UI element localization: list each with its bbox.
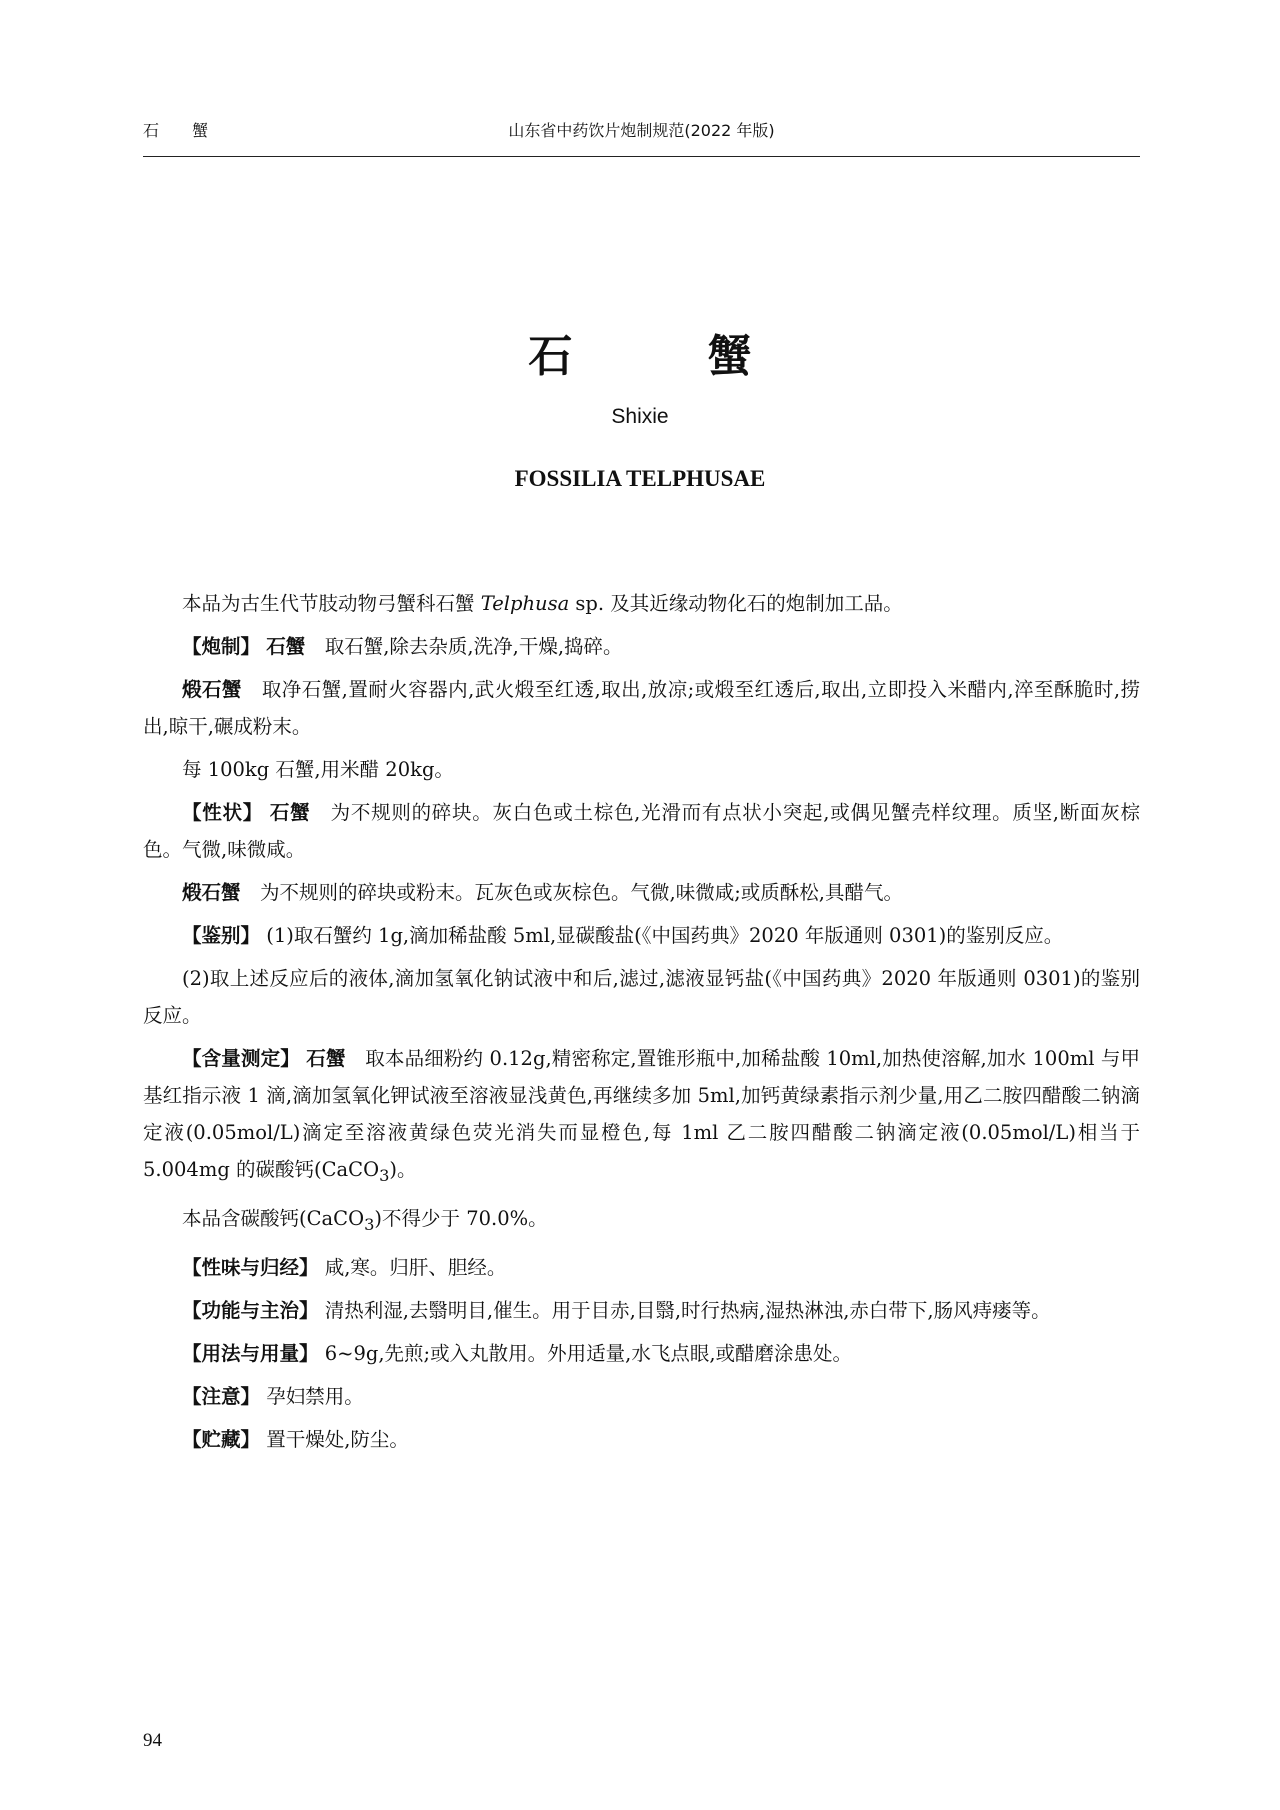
vinegar-paragraph: 每 100kg 石蟹,用米醋 20kg。 [182,758,454,781]
section-label-nature: 【性味与归经】 [182,1255,319,1279]
section-label-function: 【功能与主治】 [182,1298,319,1322]
header-section-name: 石 蟹 [143,121,223,140]
processing-paragraph: 【炮制】 石蟹 取石蟹,除去杂质,洗净,干燥,捣碎。 [182,635,623,658]
latin-name: FOSSILIA TELPHUSAE [514,466,766,491]
section-label-identification: 【鉴别】 [182,924,261,947]
section-label-storage: 【贮藏】 [182,1427,261,1451]
nature-paragraph: 【性味与归经】 咸,寒。归肝、胆经。 [182,1255,507,1279]
section-label-processing: 【炮制】 [182,635,261,658]
page-number: 94 [143,1730,162,1751]
running-header [143,112,1140,157]
function-paragraph: 【功能与主治】 清热利湿,去翳明目,催生。用于目赤,目翳,时行热病,湿热淋浊,赤白带下,肠风痔瘘等。 [182,1298,1051,1322]
section-label-description: 【性状】 [182,801,263,824]
assay-paragraph: 【含量测定】 石蟹 取本品细粉约 0.12g,精密称定,置锥形瓶中,加稀盐酸 10ml,加热使溶解,加水 100ml 与甲基红指示液 1 滴,滴加氢氧化钾试液至溶液显浅黄色,再继续多加 5ml,加钙黄绿素指示剂少量,用乙二胺四醋酸二钠滴定液(0.05mol/L)滴定至溶液黄绿色荧光消失而显橙色,每 1ml 乙二胺四醋酸二钠滴定液(0.05mol/L)相当于 5.004mg 的碳酸钙(CaCO$_3$)。 [143,1047,1140,1185]
header-book-title: 山东省中药饮片炮制规范(2022 年版) [508,121,775,140]
section-label-caution: 【注意】 [182,1384,261,1408]
section-label-usage: 【用法与用量】 [182,1341,319,1365]
intro-paragraph: 本品为古生代节肢动物弓蟹科石蟹 Telphusa sp. 及其近缘动物化石的炮制加工品。 [182,592,903,615]
item-label: 煅石蟹 [182,881,241,904]
item-label: 煅石蟹 [182,678,242,701]
description2-paragraph: 煅石蟹 为不规则的碎块或粉末。瓦灰色或灰棕色。气微,味微咸;或质酥松,具醋气。 [182,881,903,904]
calcined-paragraph: 煅石蟹 取净石蟹,置耐火容器内,武火煅至红透,取出,放凉;或煅至红透后,取出,立即投入米醋内,淬至酥脆时,捞出,晾干,碾成粉末。 [143,678,1140,738]
pinyin-name: Shixie [611,405,669,428]
monograph-body [143,585,1140,1464]
identification-paragraph: 【鉴别】 (1)取石蟹约 1g,滴加稀盐酸 5ml,显碳酸盐(《中国药典》2020 年版通则 0301)的鉴别反应。 [182,924,1064,947]
storage-paragraph: 【贮藏】 置干燥处,防尘。 [182,1427,409,1451]
item-label: 石蟹 [266,635,306,658]
assay-requirement: 本品含碳酸钙(CaCO$_3$)不得少于 70.0%。 [182,1206,548,1234]
usage-paragraph: 【用法与用量】 6~9g,先煎;或入丸散用。外用适量,水飞点眼,或醋磨涂患处。 [182,1341,853,1365]
description-paragraph: 【性状】 石蟹 为不规则的碎块。灰白色或土棕色,光滑而有点状小突起,或偶见蟹壳样纹理。质坚,断面灰棕色。气微,味微咸。 [143,801,1140,861]
identification2-paragraph: (2)取上述反应后的液体,滴加氢氧化钠试液中和后,滤过,滤液显钙盐(《中国药典》2020 年版通则 0301)的鉴别反应。 [143,967,1140,1027]
page-title: 石 蟹 [528,331,812,382]
scientific-name: Telphusa [480,592,570,615]
caution-paragraph: 【注意】 孕妇禁用。 [182,1384,364,1408]
item-label: 石蟹 [306,1047,346,1070]
item-label: 石蟹 [269,801,311,824]
section-label-assay: 【含量测定】 [182,1047,300,1070]
